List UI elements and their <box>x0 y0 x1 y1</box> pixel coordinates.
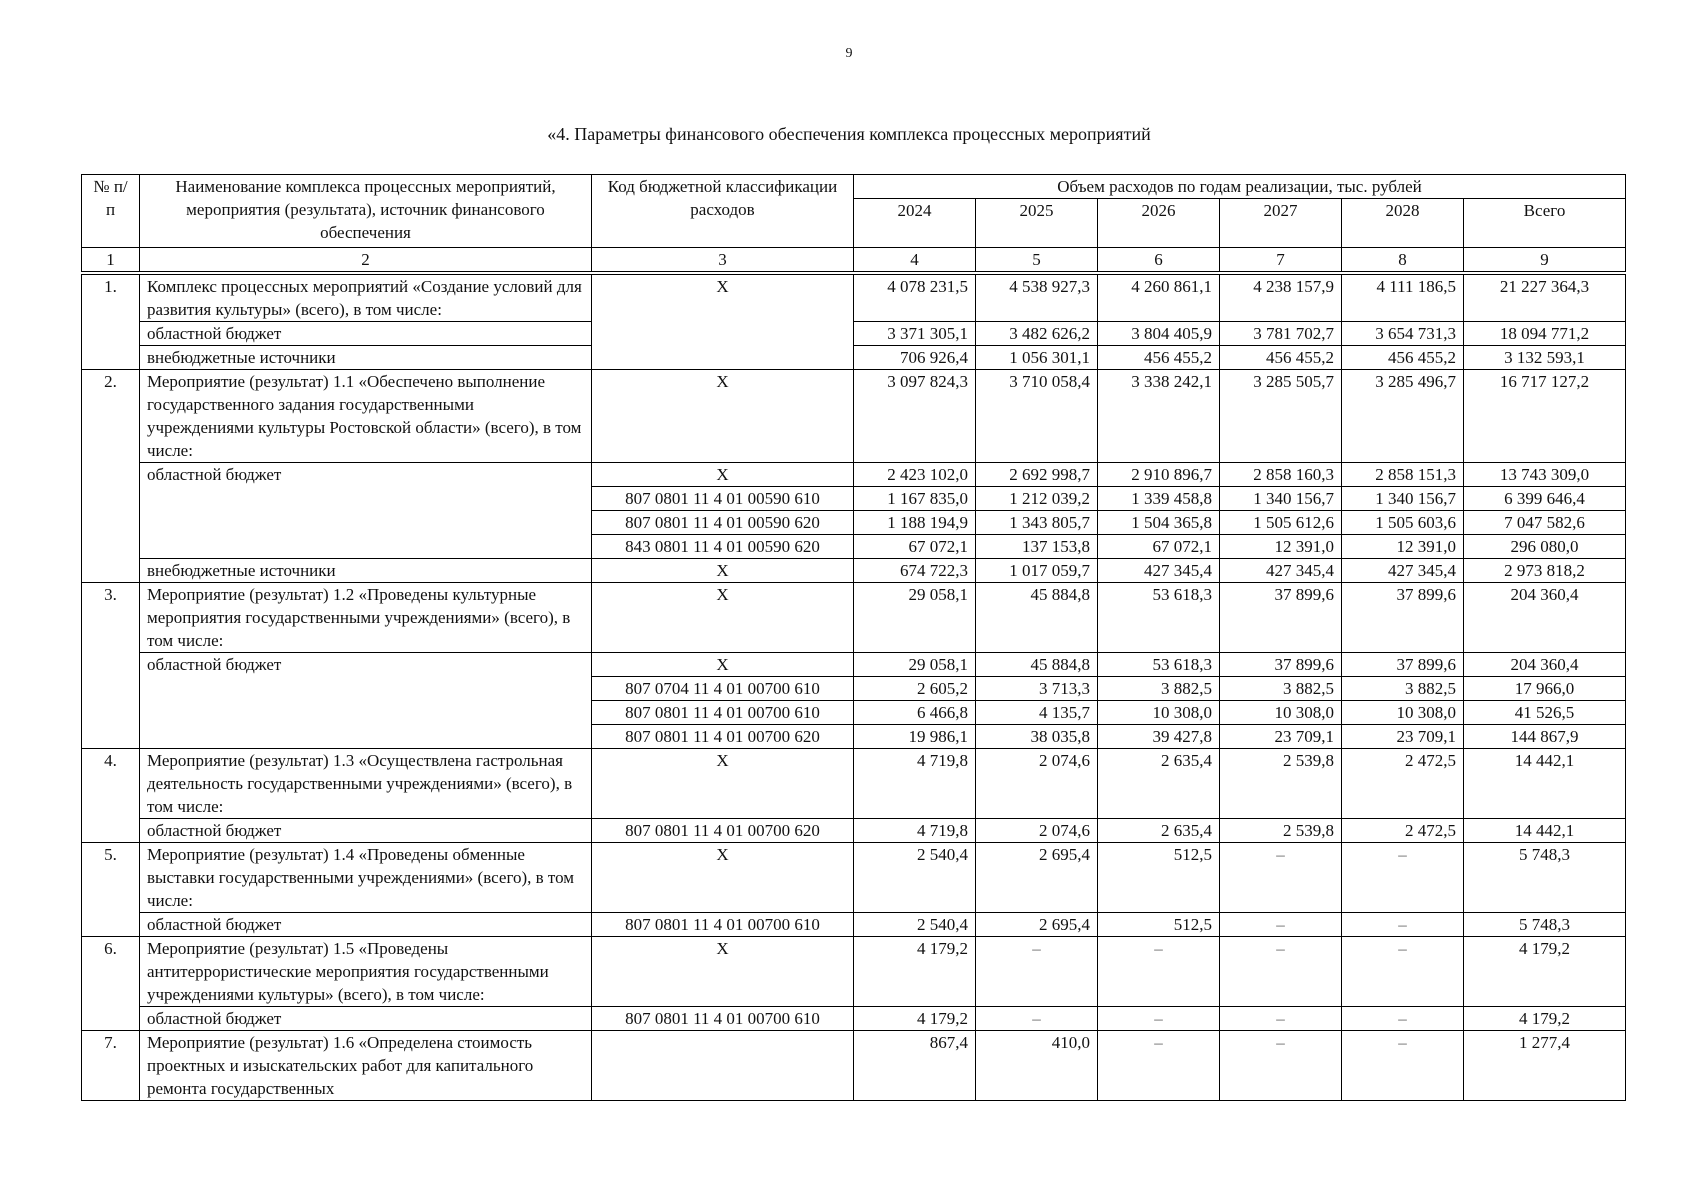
budget-code: 807 0801 11 4 01 00700 620 <box>592 819 854 843</box>
value-cell: 37 899,6 <box>1342 653 1464 677</box>
row-number: 4. <box>82 749 140 843</box>
value-cell: 23 709,1 <box>1220 725 1342 749</box>
column-number: 1 <box>82 248 140 274</box>
value-cell: 456 455,2 <box>1220 346 1342 370</box>
value-cell: 12 391,0 <box>1342 535 1464 559</box>
value-cell: 4 538 927,3 <box>976 273 1098 322</box>
value-cell: 5 748,3 <box>1464 843 1626 913</box>
value-cell: 37 899,6 <box>1220 653 1342 677</box>
row-label: Мероприятие (результат) 1.1 «Обеспечено выполнение государственного задания государственными учреждениями культуры Ростовской области» (всего), в том числе: <box>140 370 592 463</box>
value-cell: 23 709,1 <box>1342 725 1464 749</box>
value-cell: 4 179,2 <box>854 937 976 1007</box>
value-cell: 17 966,0 <box>1464 677 1626 701</box>
budget-code: X <box>592 463 854 487</box>
row-label: Мероприятие (результат) 1.2 «Проведены культурные мероприятия государственными учреждениями» (всего), в том числе: <box>140 583 592 653</box>
value-cell: – <box>1342 843 1464 913</box>
value-cell: 706 926,4 <box>854 346 976 370</box>
value-cell: 18 094 771,2 <box>1464 322 1626 346</box>
value-cell: 4 719,8 <box>854 749 976 819</box>
group-row <box>82 749 1626 819</box>
value-cell: 1 343 805,7 <box>976 511 1098 535</box>
value-cell: 2 605,2 <box>854 677 976 701</box>
value-cell: – <box>1342 913 1464 937</box>
value-cell: 3 882,5 <box>1342 677 1464 701</box>
value-cell: 1 339 458,8 <box>1098 487 1220 511</box>
source-row <box>82 559 1626 583</box>
value-cell: 2 695,4 <box>976 913 1098 937</box>
value-cell: 427 345,4 <box>1098 559 1220 583</box>
value-cell: 2 423 102,0 <box>854 463 976 487</box>
source-row <box>82 322 1626 346</box>
value-cell: 2 074,6 <box>976 819 1098 843</box>
value-cell: 3 882,5 <box>1220 677 1342 701</box>
document-title: «4. Параметры финансового обеспечения комплекса процессных мероприятий <box>547 124 1151 144</box>
row-label: Мероприятие (результат) 1.3 «Осуществлена гастрольная деятельность государственными учреждениями» (всего), в том числе: <box>140 749 592 819</box>
group-row <box>82 937 1626 1007</box>
value-cell: 29 058,1 <box>854 583 976 653</box>
value-cell: – <box>1220 1007 1342 1031</box>
value-cell: 21 227 364,3 <box>1464 273 1626 322</box>
finance-table <box>81 174 1626 1101</box>
source-row <box>82 1007 1626 1031</box>
value-cell: 2 692 998,7 <box>976 463 1098 487</box>
value-cell: 38 035,8 <box>976 725 1098 749</box>
value-cell: 41 526,5 <box>1464 701 1626 725</box>
value-cell: 37 899,6 <box>1220 583 1342 653</box>
value-cell: 12 391,0 <box>1220 535 1342 559</box>
row-label: Мероприятие (результат) 1.5 «Проведены антитеррористические мероприятия государственными учреждениями культуры» (всего), в том числе: <box>140 937 592 1007</box>
budget-code: 807 0801 11 4 01 00590 620 <box>592 511 854 535</box>
value-cell: – <box>1342 937 1464 1007</box>
budget-code: 807 0801 11 4 01 00700 620 <box>592 725 854 749</box>
value-cell: 512,5 <box>1098 913 1220 937</box>
value-cell: 19 986,1 <box>854 725 976 749</box>
column-number: 7 <box>1220 248 1342 274</box>
value-cell: – <box>1342 1007 1464 1031</box>
source-row <box>82 463 1626 487</box>
value-cell: 2 074,6 <box>976 749 1098 819</box>
value-cell: 3 710 058,4 <box>976 370 1098 463</box>
row-number: 7. <box>82 1031 140 1101</box>
group-row <box>82 583 1626 653</box>
header-year: 2027 <box>1220 199 1342 248</box>
column-number: 8 <box>1342 248 1464 274</box>
budget-code: X <box>592 653 854 677</box>
value-cell: 53 618,3 <box>1098 653 1220 677</box>
value-cell: 14 442,1 <box>1464 749 1626 819</box>
value-cell: 37 899,6 <box>1342 583 1464 653</box>
column-number: 6 <box>1098 248 1220 274</box>
value-cell: 3 713,3 <box>976 677 1098 701</box>
value-cell: 3 285 496,7 <box>1342 370 1464 463</box>
row-number: 1. <box>82 273 140 370</box>
value-cell: 2 539,8 <box>1220 749 1342 819</box>
value-cell: 3 882,5 <box>1098 677 1220 701</box>
value-cell: 1 277,4 <box>1464 1031 1626 1101</box>
value-cell: 4 238 157,9 <box>1220 273 1342 322</box>
budget-code: X <box>592 749 854 819</box>
budget-code: 843 0801 11 4 01 00590 620 <box>592 535 854 559</box>
column-number: 5 <box>976 248 1098 274</box>
value-cell: 3 097 824,3 <box>854 370 976 463</box>
budget-code <box>592 1031 854 1101</box>
value-cell: 1 188 194,9 <box>854 511 976 535</box>
value-cell: 53 618,3 <box>1098 583 1220 653</box>
value-cell: – <box>1342 1031 1464 1101</box>
value-cell: – <box>976 1007 1098 1031</box>
value-cell: 2 540,4 <box>854 843 976 913</box>
row-label: внебюджетные источники <box>140 346 592 370</box>
value-cell: 4 179,2 <box>1464 1007 1626 1031</box>
budget-code: X <box>592 937 854 1007</box>
value-cell: 296 080,0 <box>1464 535 1626 559</box>
value-cell: 3 654 731,3 <box>1342 322 1464 346</box>
source-row <box>82 913 1626 937</box>
value-cell: 2 635,4 <box>1098 819 1220 843</box>
value-cell: 204 360,4 <box>1464 653 1626 677</box>
group-row <box>82 370 1626 463</box>
row-label: областной бюджет <box>140 819 592 843</box>
value-cell: 3 338 242,1 <box>1098 370 1220 463</box>
budget-code: X <box>592 273 854 370</box>
value-cell: 3 781 702,7 <box>1220 322 1342 346</box>
value-cell: 39 427,8 <box>1098 725 1220 749</box>
budget-code: X <box>592 559 854 583</box>
budget-code: X <box>592 370 854 463</box>
source-row <box>82 346 1626 370</box>
value-cell: 2 858 151,3 <box>1342 463 1464 487</box>
header-year: Всего <box>1464 199 1626 248</box>
value-cell: – <box>1220 937 1342 1007</box>
row-number: 6. <box>82 937 140 1031</box>
value-cell: 512,5 <box>1098 843 1220 913</box>
value-cell: 2 910 896,7 <box>1098 463 1220 487</box>
value-cell: 1 505 603,6 <box>1342 511 1464 535</box>
group-row <box>82 843 1626 913</box>
value-cell: 1 056 301,1 <box>976 346 1098 370</box>
value-cell: 2 973 818,2 <box>1464 559 1626 583</box>
value-cell: 137 153,8 <box>976 535 1098 559</box>
header-row <box>82 175 1626 199</box>
value-cell: 427 345,4 <box>1220 559 1342 583</box>
value-cell: – <box>976 937 1098 1007</box>
value-cell: 4 719,8 <box>854 819 976 843</box>
row-label: областной бюджет <box>140 653 592 749</box>
header-name: Наименование комплекса процессных мероприятий, мероприятия (результата), источник финансового обеспечения <box>140 175 592 248</box>
value-cell: 1 340 156,7 <box>1342 487 1464 511</box>
row-label: областной бюджет <box>140 463 592 559</box>
row-label: Мероприятие (результат) 1.6 «Определена стоимость проектных и изыскательских работ для капитального ремонта государственных <box>140 1031 592 1101</box>
value-cell: 10 308,0 <box>1342 701 1464 725</box>
value-cell: 29 058,1 <box>854 653 976 677</box>
budget-code: 807 0801 11 4 01 00700 610 <box>592 1007 854 1031</box>
budget-code: 807 0801 11 4 01 00590 610 <box>592 487 854 511</box>
value-cell: 1 340 156,7 <box>1220 487 1342 511</box>
value-cell: 3 285 505,7 <box>1220 370 1342 463</box>
value-cell: 456 455,2 <box>1098 346 1220 370</box>
header-code: Код бюджетной классификации расходов <box>592 175 854 248</box>
value-cell: 10 308,0 <box>1220 701 1342 725</box>
value-cell: 14 442,1 <box>1464 819 1626 843</box>
value-cell: – <box>1098 1007 1220 1031</box>
value-cell: 6 466,8 <box>854 701 976 725</box>
value-cell: 4 111 186,5 <box>1342 273 1464 322</box>
value-cell: 5 748,3 <box>1464 913 1626 937</box>
value-cell: 7 047 582,6 <box>1464 511 1626 535</box>
value-cell: – <box>1220 913 1342 937</box>
value-cell: 1 504 365,8 <box>1098 511 1220 535</box>
value-cell: 13 743 309,0 <box>1464 463 1626 487</box>
header-num: № п/п <box>82 175 140 248</box>
value-cell: 4 260 861,1 <box>1098 273 1220 322</box>
value-cell: 2 540,4 <box>854 913 976 937</box>
value-cell: – <box>1098 1031 1220 1101</box>
row-number: 5. <box>82 843 140 937</box>
value-cell: 3 804 405,9 <box>1098 322 1220 346</box>
header-year: 2024 <box>854 199 976 248</box>
value-cell: 1 212 039,2 <box>976 487 1098 511</box>
column-number: 9 <box>1464 248 1626 274</box>
row-label: областной бюджет <box>140 913 592 937</box>
value-cell: 204 360,4 <box>1464 583 1626 653</box>
row-label: областной бюджет <box>140 322 592 346</box>
value-cell: – <box>1098 937 1220 1007</box>
column-number: 2 <box>140 248 592 274</box>
value-cell: 4 078 231,5 <box>854 273 976 322</box>
row-label: Мероприятие (результат) 1.4 «Проведены обменные выставки государственными учреждениями» (всего), в том числе: <box>140 843 592 913</box>
value-cell: 4 179,2 <box>854 1007 976 1031</box>
value-cell: 45 884,8 <box>976 653 1098 677</box>
row-number: 2. <box>82 370 140 583</box>
value-cell: 1 505 612,6 <box>1220 511 1342 535</box>
value-cell: 67 072,1 <box>1098 535 1220 559</box>
value-cell: 2 539,8 <box>1220 819 1342 843</box>
budget-code: 807 0801 11 4 01 00700 610 <box>592 701 854 725</box>
row-label: областной бюджет <box>140 1007 592 1031</box>
column-number: 3 <box>592 248 854 274</box>
row-number: 3. <box>82 583 140 749</box>
value-cell: 4 135,7 <box>976 701 1098 725</box>
value-cell: 2 695,4 <box>976 843 1098 913</box>
budget-code: 807 0801 11 4 01 00700 610 <box>592 913 854 937</box>
value-cell: 456 455,2 <box>1342 346 1464 370</box>
column-number: 4 <box>854 248 976 274</box>
value-cell: 2 472,5 <box>1342 749 1464 819</box>
value-cell: 144 867,9 <box>1464 725 1626 749</box>
group-row <box>82 1031 1626 1101</box>
value-cell: 1 017 059,7 <box>976 559 1098 583</box>
source-row <box>82 653 1626 677</box>
column-numbers-row <box>82 248 1626 274</box>
header-year: 2026 <box>1098 199 1220 248</box>
value-cell: 6 399 646,4 <box>1464 487 1626 511</box>
value-cell: – <box>1220 1031 1342 1101</box>
value-cell: 1 167 835,0 <box>854 487 976 511</box>
value-cell: 4 179,2 <box>1464 937 1626 1007</box>
budget-code: X <box>592 583 854 653</box>
row-label: внебюджетные источники <box>140 559 592 583</box>
group-row <box>82 273 1626 322</box>
value-cell: 674 722,3 <box>854 559 976 583</box>
value-cell: 410,0 <box>976 1031 1098 1101</box>
budget-code: 807 0704 11 4 01 00700 610 <box>592 677 854 701</box>
value-cell: 2 472,5 <box>1342 819 1464 843</box>
value-cell: 45 884,8 <box>976 583 1098 653</box>
page-number: 9 <box>845 46 853 61</box>
row-label: Комплекс процессных мероприятий «Создание условий для развития культуры» (всего), в том числе: <box>140 273 592 322</box>
source-row <box>82 819 1626 843</box>
value-cell: 427 345,4 <box>1342 559 1464 583</box>
value-cell: 867,4 <box>854 1031 976 1101</box>
value-cell: 2 635,4 <box>1098 749 1220 819</box>
value-cell: 16 717 127,2 <box>1464 370 1626 463</box>
header-year: 2028 <box>1342 199 1464 248</box>
value-cell: 10 308,0 <box>1098 701 1220 725</box>
value-cell: 3 482 626,2 <box>976 322 1098 346</box>
value-cell: 67 072,1 <box>854 535 976 559</box>
value-cell: 3 371 305,1 <box>854 322 976 346</box>
header-year: 2025 <box>976 199 1098 248</box>
budget-code: X <box>592 843 854 913</box>
value-cell: – <box>1220 843 1342 913</box>
value-cell: 3 132 593,1 <box>1464 346 1626 370</box>
header-volume: Объем расходов по годам реализации, тыс. рублей <box>854 175 1626 199</box>
value-cell: 2 858 160,3 <box>1220 463 1342 487</box>
